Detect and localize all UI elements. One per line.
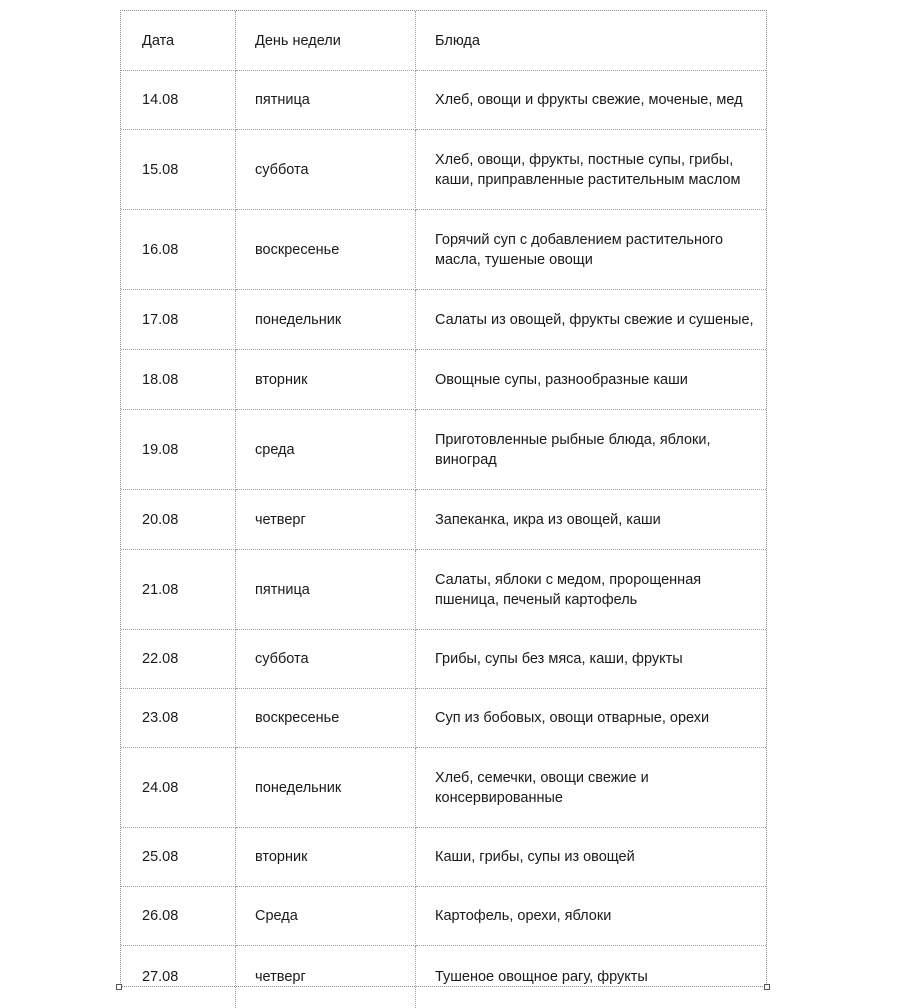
day-cell[interactable]: суббота [236, 630, 416, 689]
table-row [121, 630, 766, 689]
table-row [121, 828, 766, 887]
day-cell[interactable]: четверг [236, 490, 416, 550]
date-cell[interactable]: 14.08 [121, 71, 236, 130]
day-cell[interactable]: воскресенье [236, 689, 416, 748]
dishes-cell[interactable]: Овощные супы, разнообразные каши [416, 350, 766, 410]
dishes-cell[interactable]: Салаты, яблоки с медом, пророщенная пшеница, печеный картофель [416, 550, 766, 630]
table-row [121, 210, 766, 290]
date-cell[interactable]: 23.08 [121, 689, 236, 748]
date-cell[interactable]: 18.08 [121, 350, 236, 410]
dishes-cell[interactable]: Хлеб, овощи и фрукты свежие, моченые, мед [416, 71, 766, 130]
dishes-cell[interactable]: Приготовленные рыбные блюда, яблоки, виноград [416, 410, 766, 490]
day-cell[interactable]: понедельник [236, 748, 416, 828]
dishes-cell[interactable]: Суп из бобовых, овощи отварные, орехи [416, 689, 766, 748]
date-cell[interactable]: 15.08 [121, 130, 236, 210]
dishes-cell[interactable]: Тушеное овощное рагу, фрукты [435, 969, 648, 985]
date-cell[interactable]: 25.08 [121, 828, 236, 887]
date-cell[interactable]: 24.08 [121, 748, 236, 828]
date-cell[interactable]: 22.08 [121, 630, 236, 689]
dishes-cell[interactable]: Грибы, супы без мяса, каши, фрукты [416, 630, 766, 689]
dishes-cell[interactable]: Картофель, орехи, яблоки [416, 887, 766, 946]
table-row [121, 290, 766, 350]
header-date[interactable]: Дата [121, 11, 236, 71]
date-cell[interactable]: 26.08 [121, 887, 236, 946]
diet-table[interactable] [121, 11, 766, 1008]
table-header-row [121, 11, 766, 71]
table-row [121, 490, 766, 550]
day-cell[interactable]: среда [236, 410, 416, 490]
date-cell[interactable]: 27.08 [121, 946, 236, 1008]
table-row [121, 946, 766, 1008]
dishes-cell[interactable]: Горячий суп с добавлением растительного масла, тушеные овощи [416, 210, 766, 290]
table-row [121, 130, 766, 210]
dishes-cell[interactable]: Хлеб, овощи, фрукты, постные супы, грибы, каши, приправленные растительным маслом [416, 130, 766, 210]
table-row [121, 410, 766, 490]
date-cell[interactable]: 16.08 [121, 210, 236, 290]
day-cell[interactable]: понедельник [236, 290, 416, 350]
dishes-cell[interactable]: Каши, грибы, супы из овощей [416, 828, 766, 887]
resize-handle-bottom-left[interactable] [116, 984, 122, 990]
dishes-cell[interactable]: Хлеб, семечки, овощи свежие и консервированные [416, 748, 766, 828]
day-cell[interactable]: вторник [236, 828, 416, 887]
table-row [121, 689, 766, 748]
table-row [121, 71, 766, 130]
day-cell[interactable]: воскресенье [236, 210, 416, 290]
header-dishes[interactable]: Блюда [416, 11, 766, 71]
table-row [121, 350, 766, 410]
day-cell[interactable]: суббота [236, 130, 416, 210]
date-cell[interactable]: 17.08 [121, 290, 236, 350]
day-cell[interactable]: вторник [236, 350, 416, 410]
dishes-cell[interactable]: Салаты из овощей, фрукты свежие и сушеные, [416, 290, 766, 350]
day-cell[interactable]: Среда [236, 887, 416, 946]
table-row [121, 887, 766, 946]
date-cell[interactable]: 21.08 [121, 550, 236, 630]
table-row [121, 550, 766, 630]
day-cell[interactable]: пятница [236, 550, 416, 630]
date-cell[interactable]: 20.08 [121, 490, 236, 550]
resize-handle-bottom-right[interactable] [764, 984, 770, 990]
dishes-cell[interactable]: Запеканка, икра из овощей, каши [416, 490, 766, 550]
day-cell[interactable]: пятница [236, 71, 416, 130]
header-day[interactable]: День недели [236, 11, 416, 71]
table-row [121, 748, 766, 828]
day-cell[interactable]: четверг [236, 946, 416, 1008]
date-cell[interactable]: 19.08 [121, 410, 236, 490]
